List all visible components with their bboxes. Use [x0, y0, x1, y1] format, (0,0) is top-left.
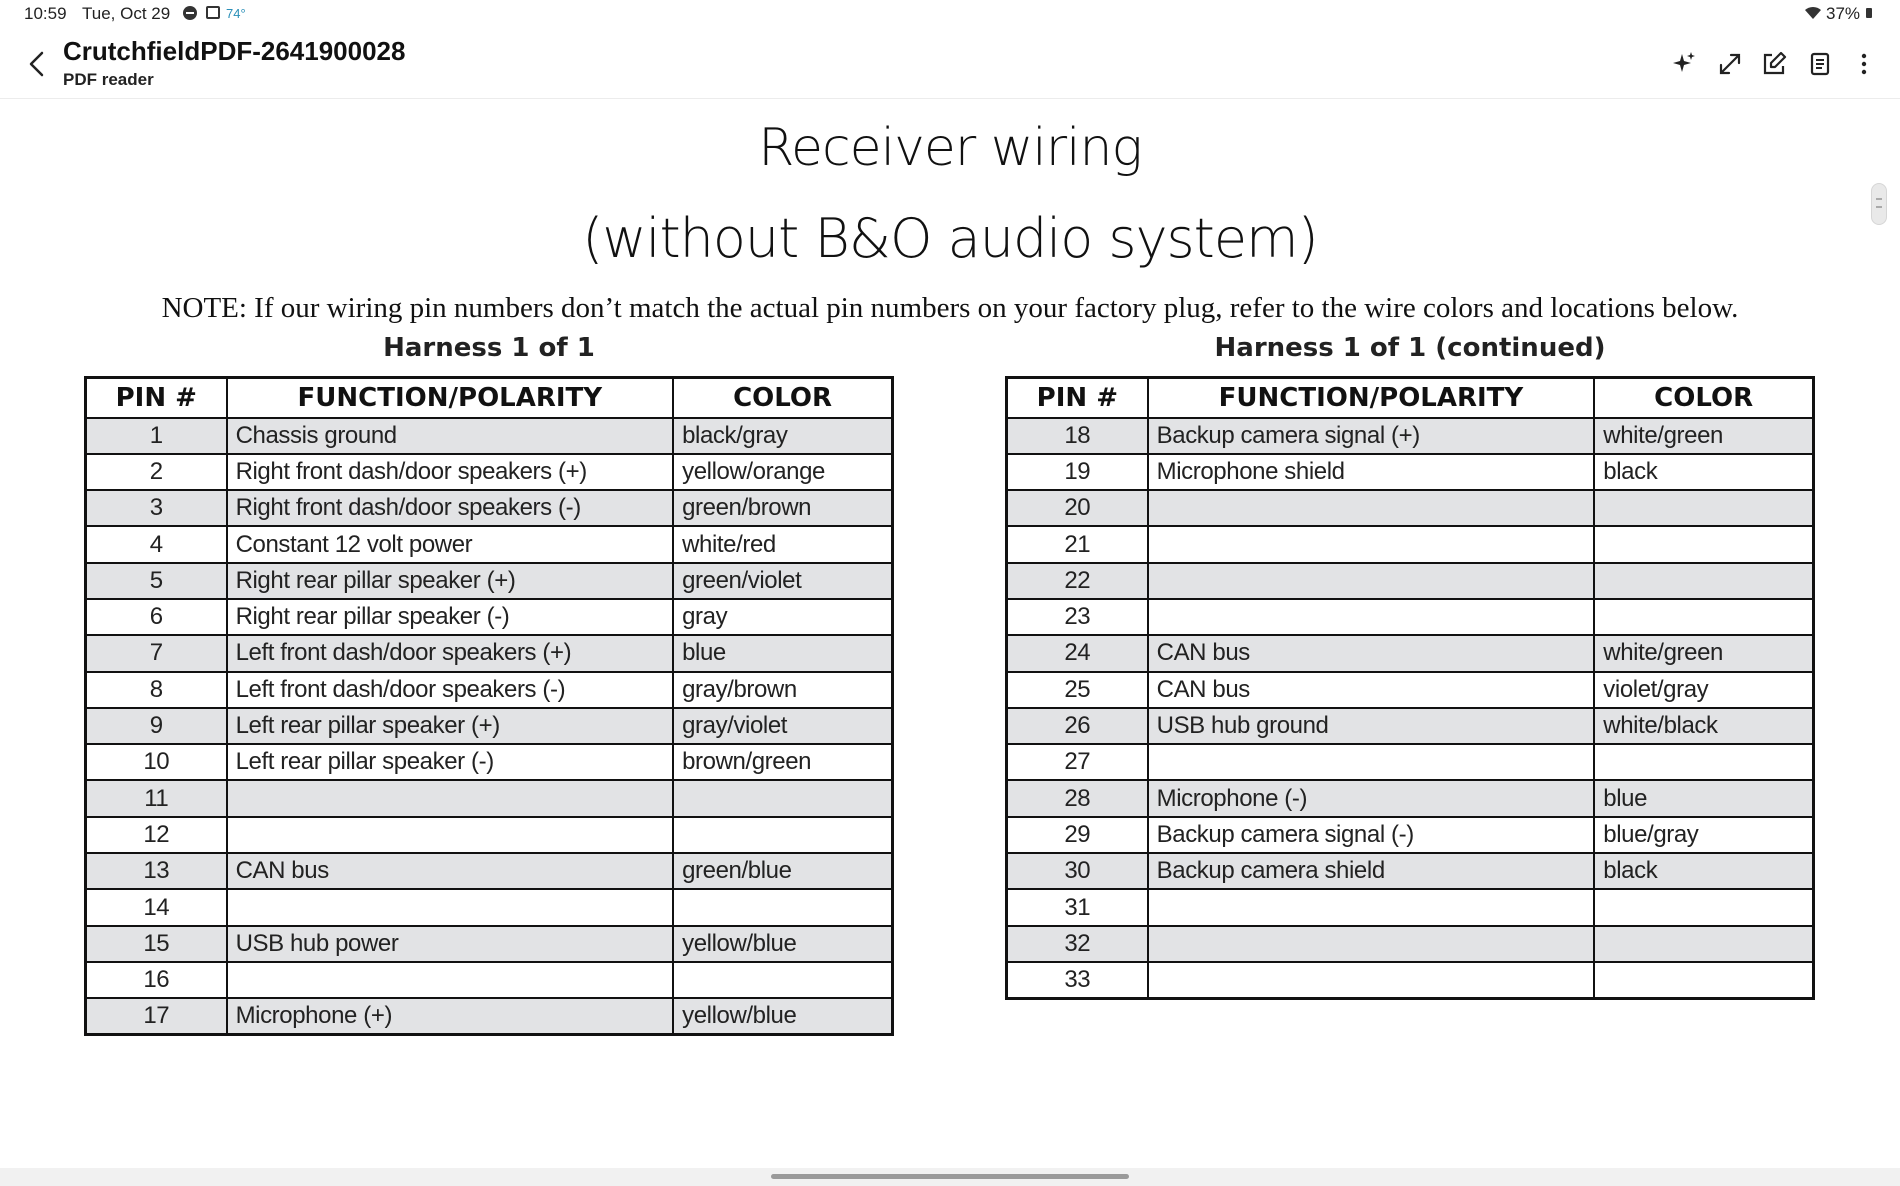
color-cell: yellow/orange: [673, 454, 892, 490]
color-cell: [1594, 889, 1813, 925]
table-row: [86, 635, 893, 671]
table-row: [1007, 599, 1814, 635]
pin-cell: 28: [1007, 780, 1148, 816]
table-row: [1007, 454, 1814, 490]
color-cell: white/green: [1594, 418, 1813, 454]
table-row: [1007, 744, 1814, 780]
function-cell: [1148, 526, 1595, 562]
ai-sparkle-icon[interactable]: [1668, 48, 1700, 80]
status-temperature: 74°: [226, 6, 246, 21]
function-cell: Microphone shield: [1148, 454, 1595, 490]
table-row: [1007, 962, 1814, 998]
table-row: [1007, 635, 1814, 671]
function-cell: CAN bus: [1148, 672, 1595, 708]
wiring-table-1: [84, 376, 894, 1036]
table-row: [86, 672, 893, 708]
function-cell: Left rear pillar speaker (-): [227, 744, 674, 780]
edit-icon[interactable]: [1758, 48, 1790, 80]
table-row: [86, 526, 893, 562]
table-row: [86, 744, 893, 780]
pin-cell: 4: [86, 526, 227, 562]
function-cell: CAN bus: [227, 853, 674, 889]
table-row: [86, 563, 893, 599]
function-cell: USB hub power: [227, 926, 674, 962]
app-bar: [0, 28, 1900, 99]
status-time: 10:59: [24, 4, 67, 23]
pin-cell: 16: [86, 962, 227, 998]
table-row: [1007, 780, 1814, 816]
status-date: Tue, Oct 29: [82, 4, 171, 23]
table-row: [86, 926, 893, 962]
pin-cell: 30: [1007, 853, 1148, 889]
function-cell: Left rear pillar speaker (+): [227, 708, 674, 744]
function-cell: Right front dash/door speakers (+): [227, 454, 674, 490]
pin-cell: 20: [1007, 490, 1148, 526]
color-cell: blue/gray: [1594, 817, 1813, 853]
color-cell: [673, 817, 892, 853]
column-header-pin: PIN #: [1007, 378, 1148, 418]
table-row: [86, 490, 893, 526]
pin-cell: 27: [1007, 744, 1148, 780]
color-cell: gray/violet: [673, 708, 892, 744]
function-cell: Microphone (+): [227, 998, 674, 1034]
wiring-table-2: [1005, 376, 1815, 1000]
table-row: [1007, 889, 1814, 925]
expand-icon[interactable]: [1714, 48, 1746, 80]
pin-cell: 19: [1007, 454, 1148, 490]
color-cell: [1594, 599, 1813, 635]
table-row: [86, 889, 893, 925]
home-indicator[interactable]: [771, 1174, 1129, 1179]
function-cell: [1148, 889, 1595, 925]
color-cell: [673, 780, 892, 816]
color-cell: gray/brown: [673, 672, 892, 708]
gallery-notification-icon: [206, 6, 220, 19]
color-cell: green/blue: [673, 853, 892, 889]
color-cell: yellow/blue: [673, 926, 892, 962]
function-cell: Backup camera shield: [1148, 853, 1595, 889]
color-cell: green/violet: [673, 563, 892, 599]
pin-cell: 8: [86, 672, 227, 708]
pin-cell: 22: [1007, 563, 1148, 599]
color-cell: [1594, 744, 1813, 780]
function-cell: [227, 889, 674, 925]
color-cell: violet/gray: [1594, 672, 1813, 708]
column-header-function: FUNCTION/POLARITY: [1148, 378, 1595, 418]
function-cell: USB hub ground: [1148, 708, 1595, 744]
pin-cell: 21: [1007, 526, 1148, 562]
color-cell: black: [1594, 853, 1813, 889]
color-cell: brown/green: [673, 744, 892, 780]
table-row: [1007, 490, 1814, 526]
function-cell: Right front dash/door speakers (-): [227, 490, 674, 526]
color-cell: black/gray: [673, 418, 892, 454]
color-cell: [673, 889, 892, 925]
pin-cell: 10: [86, 744, 227, 780]
column-header-color: COLOR: [1594, 378, 1813, 418]
column-header-pin: PIN #: [86, 378, 227, 418]
wiring-note: NOTE: If our wiring pin numbers don’t match the actual pin numbers on your factory plug, refer to the wire colors and locations below.: [161, 292, 1739, 324]
function-cell: CAN bus: [1148, 635, 1595, 671]
page-subtitle: (without B&O audio system): [582, 207, 1318, 270]
function-cell: [1148, 563, 1595, 599]
function-cell: Left front dash/door speakers (-): [227, 672, 674, 708]
function-cell: Backup camera signal (-): [1148, 817, 1595, 853]
function-cell: Backup camera signal (+): [1148, 418, 1595, 454]
document-title: CrutchfieldPDF-2641900028: [63, 36, 406, 66]
table-row: [86, 454, 893, 490]
column-header-function: FUNCTION/POLARITY: [227, 378, 674, 418]
table-row: [86, 853, 893, 889]
pin-cell: 14: [86, 889, 227, 925]
pin-cell: 9: [86, 708, 227, 744]
pin-cell: 15: [86, 926, 227, 962]
color-cell: [1594, 563, 1813, 599]
pin-cell: 31: [1007, 889, 1148, 925]
pin-cell: 2: [86, 454, 227, 490]
color-cell: green/brown: [673, 490, 892, 526]
pin-cell: 23: [1007, 599, 1148, 635]
color-cell: white/red: [673, 526, 892, 562]
table-header-row: [1007, 378, 1814, 418]
function-cell: [1148, 744, 1595, 780]
table-header-row: [86, 378, 893, 418]
harness-label-continued: Harness 1 of 1 (continued): [1214, 333, 1606, 363]
table-row: [86, 599, 893, 635]
pin-cell: 24: [1007, 635, 1148, 671]
function-cell: Chassis ground: [227, 418, 674, 454]
color-cell: yellow/blue: [673, 998, 892, 1034]
color-cell: [673, 962, 892, 998]
color-cell: black: [1594, 454, 1813, 490]
function-cell: Right rear pillar speaker (-): [227, 599, 674, 635]
pin-cell: 29: [1007, 817, 1148, 853]
pin-cell: 25: [1007, 672, 1148, 708]
table-row: [1007, 853, 1814, 889]
color-cell: white/black: [1594, 708, 1813, 744]
function-cell: Right rear pillar speaker (+): [227, 563, 674, 599]
pin-cell: 18: [1007, 418, 1148, 454]
status-battery: 37%: [1826, 4, 1861, 23]
table-row: [1007, 817, 1814, 853]
color-cell: [1594, 962, 1813, 998]
function-cell: Left front dash/door speakers (+): [227, 635, 674, 671]
battery-icon: [1866, 8, 1872, 18]
pin-cell: 1: [86, 418, 227, 454]
pin-cell: 3: [86, 490, 227, 526]
pin-cell: 26: [1007, 708, 1148, 744]
more-options-icon[interactable]: [1848, 48, 1880, 80]
function-cell: [1148, 926, 1595, 962]
table-row: [1007, 418, 1814, 454]
pin-cell: 32: [1007, 926, 1148, 962]
pin-cell: 11: [86, 780, 227, 816]
scrollbar-thumb[interactable]: [1871, 183, 1887, 225]
table-row: [86, 962, 893, 998]
table-row: [1007, 526, 1814, 562]
color-cell: blue: [1594, 780, 1813, 816]
pin-cell: 5: [86, 563, 227, 599]
function-cell: [227, 817, 674, 853]
table-row: [1007, 926, 1814, 962]
table-row: [86, 708, 893, 744]
table-row: [1007, 672, 1814, 708]
table-row: [1007, 563, 1814, 599]
pin-cell: 13: [86, 853, 227, 889]
table-row: [1007, 708, 1814, 744]
wifi-icon: [1803, 5, 1823, 24]
color-cell: white/green: [1594, 635, 1813, 671]
pin-cell: 17: [86, 998, 227, 1034]
function-cell: Constant 12 volt power: [227, 526, 674, 562]
pin-cell: 33: [1007, 962, 1148, 998]
function-cell: [1148, 962, 1595, 998]
function-cell: [227, 962, 674, 998]
table-row: [86, 780, 893, 816]
table-row: [86, 998, 893, 1034]
color-cell: blue: [673, 635, 892, 671]
color-cell: [1594, 526, 1813, 562]
back-icon[interactable]: [26, 50, 48, 78]
pin-cell: 7: [86, 635, 227, 671]
do-not-disturb-icon: [183, 6, 197, 20]
harness-label: Harness 1 of 1: [383, 333, 595, 363]
function-cell: [1148, 490, 1595, 526]
status-bar: [0, 0, 1900, 28]
pin-cell: 6: [86, 599, 227, 635]
color-cell: [1594, 926, 1813, 962]
pin-cell: 12: [86, 817, 227, 853]
color-cell: [1594, 490, 1813, 526]
function-cell: [1148, 599, 1595, 635]
table-row: [86, 418, 893, 454]
document-subtitle: PDF reader: [63, 70, 154, 89]
reader-mode-icon[interactable]: [1804, 48, 1836, 80]
color-cell: gray: [673, 599, 892, 635]
column-header-color: COLOR: [673, 378, 892, 418]
function-cell: Microphone (-): [1148, 780, 1595, 816]
function-cell: [227, 780, 674, 816]
page-title: Receiver wiring: [758, 118, 1142, 178]
table-row: [86, 817, 893, 853]
